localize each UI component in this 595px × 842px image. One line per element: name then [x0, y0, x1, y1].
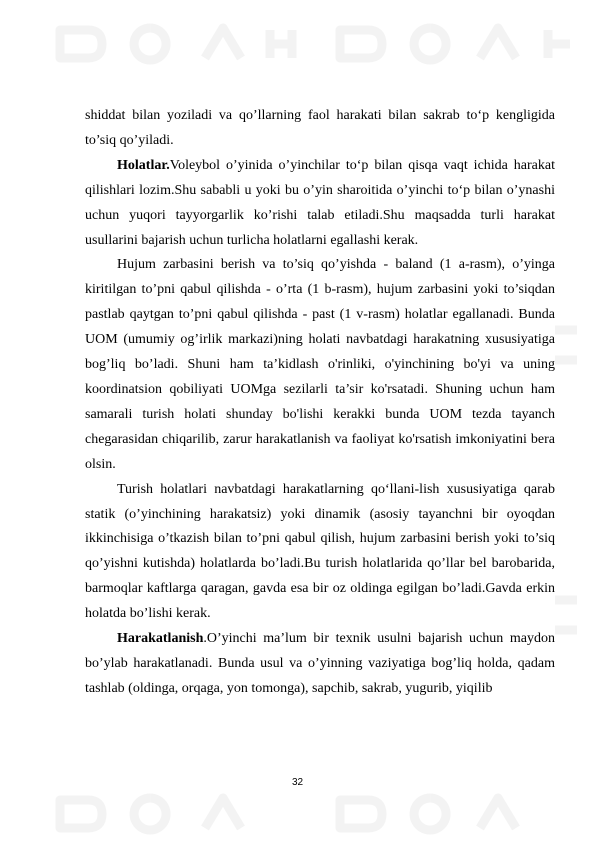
document-body	[85, 104, 555, 702]
paragraph-2-heading: Holatlar.	[117, 157, 170, 173]
paragraph-2-text: Voleybol o’yinida o’yinchilar to‘p bilan qisqa vaqt ichida harakat qilishlari lozim.Shu sababli u yoki bu o’yin sharoitida o’yinchi to‘p bilan o’ynashi uchun yuqori tayyorgarlik ko’rishi talab etiladi.Shu maqsadda turli harakat usullarini bajarish uchun turlicha holatlarni egallashi kerak.	[85, 157, 555, 248]
paragraph-3-text: Hujum zarbasini berish va to’siq qo’yishda - baland (1 a-rasm), o’yinga kiritilgan to’pni qabul qilishda - o’rta (1 b-rasm), hujum zarbasini yoki to’siqdan pastlab qaytgan to’pni qabul qilishda - past (1 v-rasm) holatlar egallanadi. Bunda UOM (umumiy og’irlik markazi)ning holati navbatdagi harakatning xususiyatiga bog’liq bo’ladi. Shuni ham ta’kidlash o'rinliki, o'yinchining bo'yi va uning koordinatsion qobiliyati UOMga sezilarli ta’sir ko'rsatadi. Shuning uchun ham samarali turish holati shunday bo'lishi kerakki bunda UOM tezda tayanch chegarasidan chiqarilib, zarur harakatlanish va faoliyat ko'rsatish imkoniyatini bera olsin.	[85, 257, 555, 472]
paragraph-1-text: shiddat bilan yoziladi va qo’llarning faol harakati bilan sakrab to‘p kengligida to’siq qo’yiladi.	[85, 108, 555, 148]
paragraph-1	[85, 104, 555, 154]
paragraph-4	[85, 478, 555, 627]
paragraph-5-heading: Harakatlanish	[117, 631, 204, 647]
paragraph-2	[85, 154, 555, 254]
paragraph-5-text: .O’yinchi ma’lum bir texnik usulni bajarish uchun maydon bo’ylab harakatlanadi. Bunda usul va o’yinning vaziyatiga bog’liq holda, qadam tashlab (oldinga, orqaga, yon tomonga), sapchib, sakrab, yugurib, yiqilib	[85, 631, 555, 696]
paragraph-3	[85, 253, 555, 477]
paragraph-4-text: Turish holatlari navbatdagi harakatlarning qo‘llani-lish xususiyatiga qarab statik (o’yinchining harakatsiz) yoki dinamik (asosiy tayanchni bir oyoqdan ikkinchisiga o’tkazish bilan to’pni qabul qilish, hujum zarbasini berish yoki to’siq qo’yishni kutishda) holatlarda bo’ladi.Bu turish holatlarida qo’llar bel barobarida, barmoqlar kaftlarga qaragan, gavda esa bir oz oldinga egilgan bo’ladi.Gavda erkin holatda bo’lishi kerak.	[85, 481, 555, 622]
paragraph-5	[85, 627, 555, 702]
page-number: 32	[291, 777, 304, 788]
